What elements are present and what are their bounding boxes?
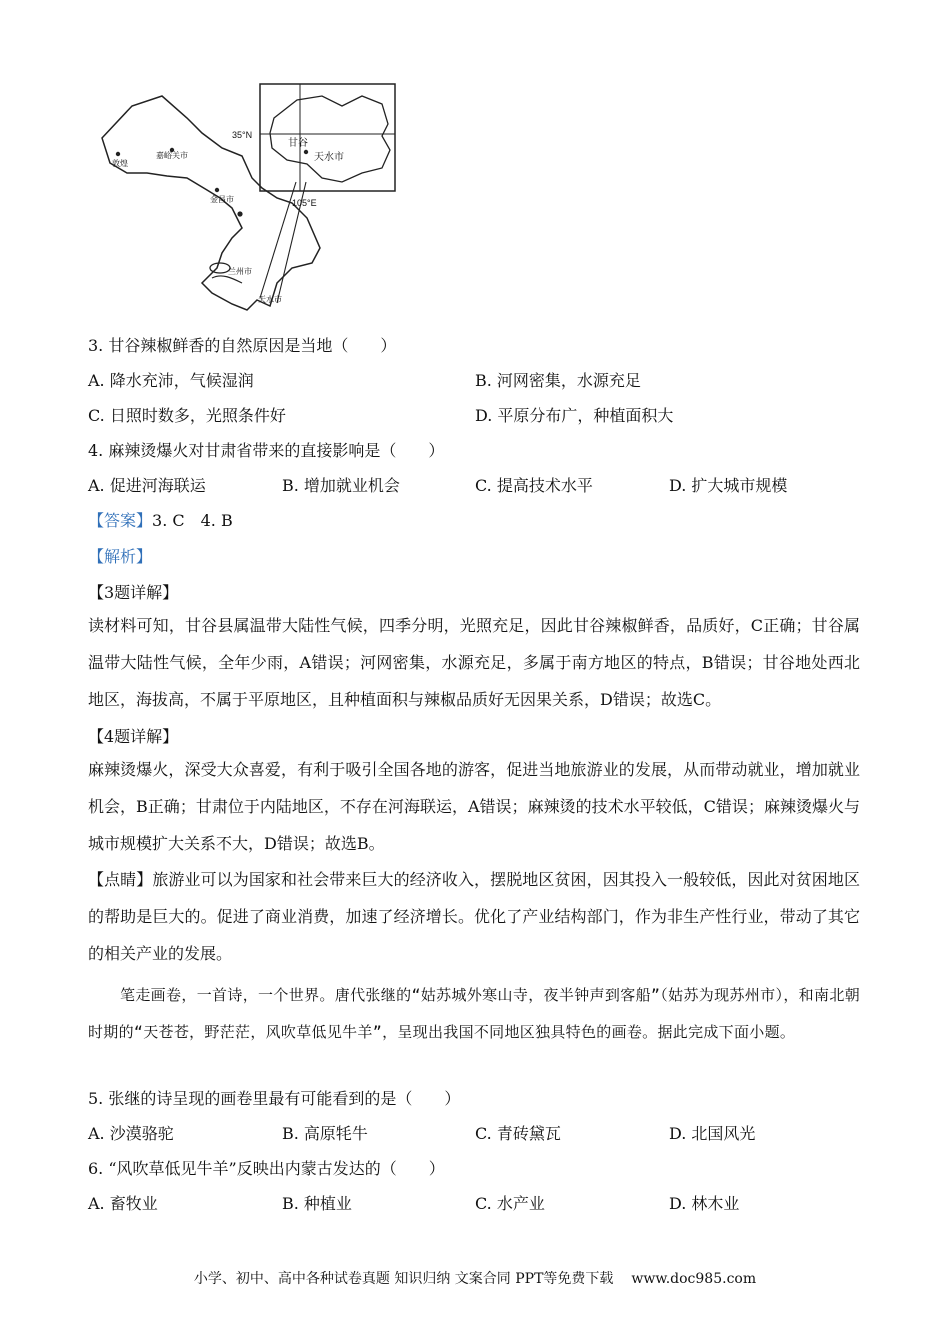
q6-option-d: D. 林木业 [669,1194,740,1213]
footer-text: 小学、初中、高中各种试卷真题 知识归纳 文案合同 PPT等免费下载 [193,1271,614,1287]
tip-paragraph [88,861,860,972]
page-footer [0,1270,950,1288]
q4-option-c: C. 提高技术水平 [475,476,593,495]
detail4-text: 麻辣烫爆火，深受大众喜爱，有利于吸引全国各地的游客，促进当地旅游业的发展，从而带动就业，增加就业机会，B正确；甘肃位于内陆地区，不存在河海联运，A错误；麻辣烫的技术水平较低，C错误；麻辣烫爆火与城市规模扩大关系不大，D错误；故选B。 [88,760,860,853]
q4-stem: 4. 麻辣烫爆火对甘肃省带来的直接影响是（ ） [88,441,445,460]
q5-option-d: D. 北国风光 [669,1124,756,1143]
q3-option-d: D. 平原分布广，种植面积大 [475,406,674,425]
city-label-jiayuguan: 嘉峪关市 [156,151,188,160]
city-label-dunhuang: 敦煌 [112,159,128,168]
lat-label: 35°N [232,130,253,140]
inset-box [260,84,395,191]
inset-label-gangu: 甘谷 [288,138,308,149]
footer-url[interactable]: www.doc985.com [631,1271,757,1287]
q4-option-b: B. 增加就业机会 [282,476,400,495]
q3-stem: 3. 甘谷辣椒鲜香的自然原因是当地（ ） [88,336,397,355]
answer-text: 3. C 4. B [152,511,233,530]
passage: 笔走画卷，一首诗，一个世界。唐代张继的“姑苏城外寒山寺，夜半钟声到客船”（姑苏为现苏州市），和南北朝时期的“天苍苍，野茫茫，风吹草低见牛羊”，呈现出我国不同地区独具特色的画卷。据此完成下面小题。 [88,986,860,1041]
q5-option-b: B. 高原牦牛 [282,1124,368,1143]
analysis-tag: 【解析】 [88,547,153,566]
answer-tag: 【答案】 [88,511,153,530]
q3-option-b: B. 河网密集，水源充足 [475,371,641,390]
city-label-tianshui: 天水市 [258,295,282,304]
tip-text: 旅游业可以为国家和社会带来巨大的经济收入，摆脱地区贫困，因其投入一般较低，因此对贫困地区的帮助是巨大的。促进了商业消费，加速了经济增长。优化了产业结构部门，作为非生产性行业，带动了其它的相关产业的发展。 [88,870,860,963]
answer-line [88,511,233,531]
q4-option-a: A. 促进河海联运 [88,476,206,495]
lon-label: 105°E [292,198,317,208]
q6-option-b: B. 种植业 [282,1194,352,1213]
q6-stem: 6. “风吹草低见牛羊”反映出内蒙古发达的（ ） [88,1159,445,1178]
q6-option-c: C. 水产业 [475,1194,545,1213]
detail4-title: 【4题详解】 [88,727,179,746]
q6-option-a: A. 畜牧业 [88,1194,158,1213]
detail3-title: 【3题详解】 [88,583,179,602]
detail3-text: 读材料可知，甘谷县属温带大陆性气候，四季分明，光照充足，因此甘谷辣椒鲜香，品质好，C正确；甘谷属温带大陆性气候，全年少雨，A错误；河网密集，水源充足，多属于南方地区的特点，B错误；甘谷地处西北地区，海拔高，不属于平原地区，且种植面积与辣椒品质好无因果关系，D错误；故选C。 [88,616,860,709]
city-label-jinchang: 金昌市 [210,195,234,204]
q3-option-c: C. 日照时数多，光照条件好 [88,406,286,425]
city-label-lanzhou: 兰州市 [228,267,252,276]
tip-tag: 【点睛】 [88,870,153,889]
q4-option-d: D. 扩大城市规模 [669,476,788,495]
q3-option-a: A. 降水充沛，气候湿润 [88,371,254,390]
q5-option-c: C. 青砖黛瓦 [475,1124,561,1143]
inset-label-tianshui: 天水市 [314,152,344,163]
q5-option-a: A. 沙漠骆驼 [88,1124,174,1143]
q5-stem: 5. 张继的诗呈现的画卷里最有可能看到的是（ ） [88,1089,461,1108]
gansu-map [92,78,412,314]
